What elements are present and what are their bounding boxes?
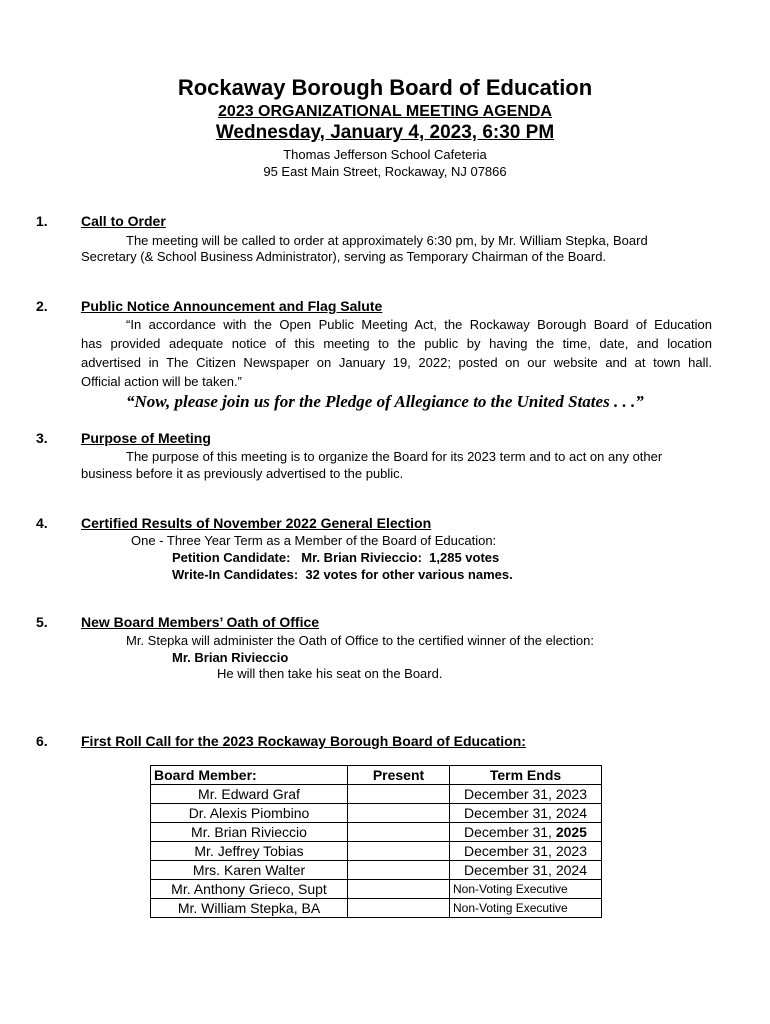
column-header-board-member: Board Member: — [151, 766, 348, 785]
pledge-text: “Now, please join us for the Pledge of Allegiance to the United States . . .” — [126, 392, 644, 411]
item-heading-purpose: Purpose of Meeting — [81, 430, 211, 446]
item-heading-call-to-order: Call to Order — [81, 213, 166, 229]
table-row — [151, 899, 602, 918]
column-header-term-ends: Term Ends — [450, 766, 602, 785]
member-name: Mr. Jeffrey Tobias — [151, 842, 348, 861]
item-heading-election-results: Certified Results of November 2022 General Election — [81, 515, 432, 531]
item-text: He will then take his seat on the Board. — [217, 666, 443, 681]
agenda-subtitle: 2023 ORGANIZATIONAL MEETING AGENDA — [218, 103, 552, 120]
present-cell — [348, 899, 450, 918]
item-text: The purpose of this meeting is to organize the Board for its 2023 term and to act on any other — [126, 449, 663, 464]
present-cell — [348, 804, 450, 823]
member-name: Mr. Edward Graf — [151, 785, 348, 804]
item-text: Official action will be taken.” — [81, 374, 242, 389]
item-text: Secretary (& School Business Administrator), serving as Temporary Chairman of the Board. — [81, 249, 607, 264]
item-text: One - Three Year Term as a Member of the Board of Education: — [131, 533, 497, 548]
item-number-3: 3. — [36, 430, 48, 446]
meeting-datetime: Wednesday, January 4, 2023, 6:30 PM — [215, 122, 555, 143]
item-number-1: 1. — [36, 213, 48, 229]
member-name: Mr. William Stepka, BA — [151, 899, 348, 918]
column-header-present: Present — [348, 766, 450, 785]
present-cell — [348, 861, 450, 880]
item-text: advertised in The Citizen Newspaper on January 19, 2022; posted on our website and at town hall. — [81, 355, 712, 370]
term-end-prefix: December 31, — [464, 824, 556, 840]
item-text: has provided adequate notice of this meeting to the public by having the time, date, and location — [81, 336, 712, 351]
meeting-location-address: 95 East Main Street, Rockaway, NJ 07866 — [263, 164, 507, 179]
member-name: Dr. Alexis Piombino — [151, 804, 348, 823]
item-heading-roll-call: First Roll Call for the 2023 Rockaway Borough Board of Education: — [81, 733, 526, 749]
term-end: December 31, 2023 — [450, 785, 602, 804]
item-heading-oath-of-office: New Board Members’ Oath of Office — [81, 614, 320, 630]
petition-candidate-result: Petition Candidate: Mr. Brian Rivieccio: 1,285 votes — [172, 550, 500, 565]
term-end: Non-Voting Executive — [450, 899, 602, 918]
member-name: Mr. Brian Rivieccio — [151, 823, 348, 842]
member-name: Mr. Anthony Grieco, Supt — [151, 880, 348, 899]
new-member-name: Mr. Brian Rivieccio — [172, 650, 289, 665]
table-row — [151, 880, 602, 899]
term-end: December 31, 2024 — [450, 804, 602, 823]
present-cell — [348, 785, 450, 804]
document-title: Rockaway Borough Board of Education — [177, 75, 593, 100]
present-cell — [348, 823, 450, 842]
write-in-result: Write-In Candidates: 32 votes for other various names. — [172, 567, 513, 582]
term-end: Non-Voting Executive — [450, 880, 602, 899]
table-row — [151, 842, 602, 861]
roll-call-table — [150, 765, 602, 918]
present-cell — [348, 880, 450, 899]
term-end-year: 2025 — [555, 824, 587, 840]
table-header-row — [151, 766, 602, 785]
table-row — [151, 785, 602, 804]
item-number-2: 2. — [36, 298, 48, 314]
table-row — [151, 823, 602, 842]
term-end: December 31, 2024 — [450, 861, 602, 880]
meeting-location-name: Thomas Jefferson School Cafeteria — [283, 147, 487, 162]
item-number-6: 6. — [36, 733, 48, 749]
item-text: business before it as previously advertised to the public. — [81, 466, 404, 481]
public-notice-text — [81, 315, 712, 391]
term-end: December 31, 2023 — [450, 842, 602, 861]
table-row — [151, 804, 602, 823]
term-end — [450, 823, 602, 842]
item-number-5: 5. — [36, 614, 48, 630]
member-name: Mrs. Karen Walter — [151, 861, 348, 880]
item-heading-public-notice: Public Notice Announcement and Flag Salute — [81, 298, 383, 314]
item-text: The meeting will be called to order at approximately 6:30 pm, by Mr. William Stepka, Board — [126, 233, 648, 248]
item-text: Mr. Stepka will administer the Oath of Office to the certified winner of the election: — [126, 633, 594, 648]
table-row — [151, 861, 602, 880]
item-text: “In accordance with the Open Public Meeting Act, the Rockaway Borough Board of Education — [126, 317, 712, 332]
item-number-4: 4. — [36, 515, 48, 531]
present-cell — [348, 842, 450, 861]
